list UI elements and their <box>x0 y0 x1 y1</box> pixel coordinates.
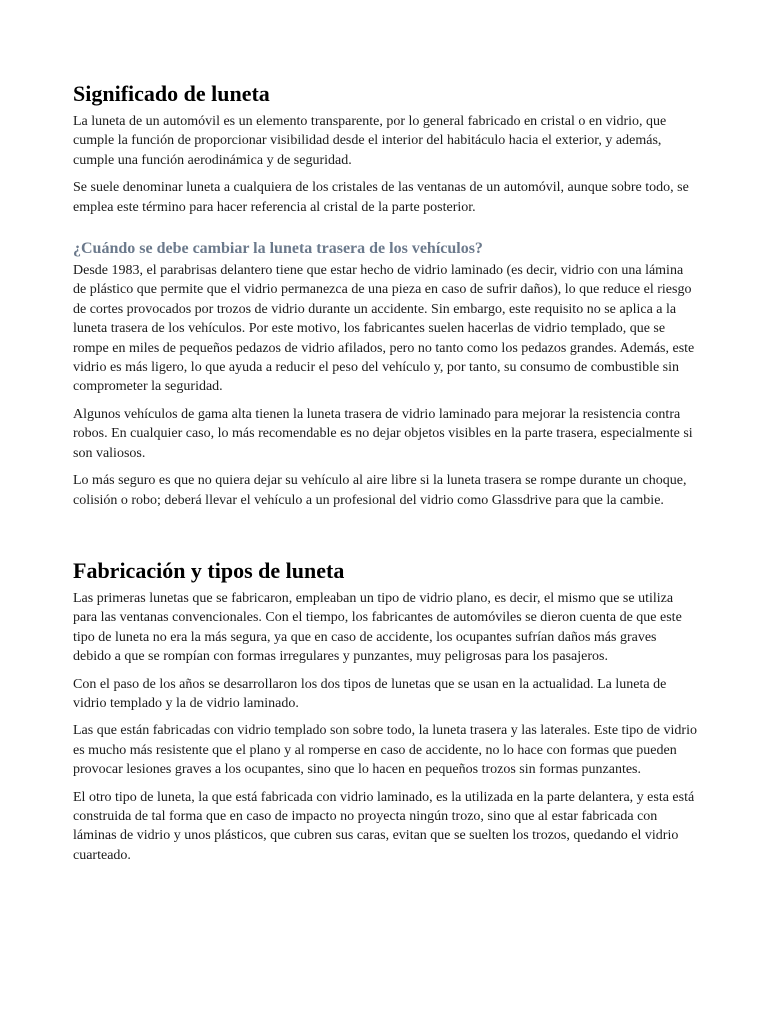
document-page <box>73 80 698 873</box>
paragraph: Desde 1983, el parabrisas delantero tiene que estar hecho de vidrio laminado (es decir, vidrio con una lámina de plástico que permite que el vidrio permanezca de una pieza en caso de sufrir daños), lo que reduce el riesgo de cortes provocados por trozos de vidrio durante un accidente. Sin embargo, este requisito no se aplica a la luneta trasera de los vehículos. Por este motivo, los fabricantes suelen hacerlas de vidrio templado, que se rompe en miles de pequeños pedazos de vidrio afilados, pero no tanto como los pedazos grandes. Además, este vidrio es más ligero, lo que ayuda a reducir el peso del vehículo y, por tanto, su consumo de combustible sin comprometer la seguridad. <box>73 263 695 395</box>
section-title: Significado de luneta <box>73 81 270 106</box>
section-significado <box>73 80 698 510</box>
paragraph: Algunos vehículos de gama alta tienen la luneta trasera de vidrio laminado para mejorar la resistencia contra robos. En cualquier caso, lo más recomendable es no dejar objetos visibles en la parte trasera, especialmente si son valiosos. <box>73 406 693 461</box>
paragraph: Lo más seguro es que no quiera dejar su vehículo al aire libre si la luneta trasera se rompe durante un choque, colisión o robo; deberá llevar el vehículo a un profesional del vidrio como Glassdrive para que la cambie. <box>73 473 687 508</box>
paragraph: Se suele denominar luneta a cualquiera de los cristales de las ventanas de un automóvil, aunque sobre todo, se emplea este término para hacer referencia al cristal de la parte posterior. <box>73 180 689 215</box>
paragraph: Las que están fabricadas con vidrio templado son sobre todo, la luneta trasera y las laterales. Este tipo de vidrio es mucho más resistente que el plano y al romperse en caso de accidente, no lo hace con formas que pueden provocar lesiones graves a los ocupantes, sino que lo hacen en pequeños trozos sin formas punzantes. <box>73 723 697 778</box>
section-title: Fabricación y tipos de luneta <box>73 557 345 583</box>
paragraph: El otro tipo de luneta, la que está fabricada con vidrio laminado, es la utilizada en la parte delantera, y esta está construida de tal forma que en caso de impacto no proyecta ningún trozo, sino que al estar fabricada con láminas de vidrio y unos plásticos, que cubren sus caras, evitan que se suelten los trozos, quedando el vidrio cuarteado. <box>73 789 695 863</box>
section-fabricacion <box>73 557 698 865</box>
section-subtitle: ¿Cuándo se debe cambiar la luneta trasera de los vehículos? <box>73 240 483 258</box>
paragraph: Las primeras lunetas que se fabricaron, empleaban un tipo de vidrio plano, es decir, el mismo que se utiliza para las ventanas convencionales. Con el tiempo, los fabricantes de automóviles se dieron cuenta de que este tipo de luneta no era la más segura, ya que en caso de accidente, los ocupantes sufrían daños más graves debido a que se rompían con formas irregulares y punzantes, muy peligrosas para los pasajeros. <box>73 590 682 665</box>
paragraph: Con el paso de los años se desarrollaron los dos tipos de lunetas que se usan en la actualidad. La luneta de vidrio templado y la de vidrio laminado. <box>73 676 667 711</box>
paragraph: La luneta de un automóvil es un elemento transparente, por lo general fabricado en cristal o en vidrio, que cumple la función de proporcionar visibilidad desde el interior del habitáculo hacia el exterior, y además, cumple una función aerodinámica y de seguridad. <box>73 114 667 168</box>
